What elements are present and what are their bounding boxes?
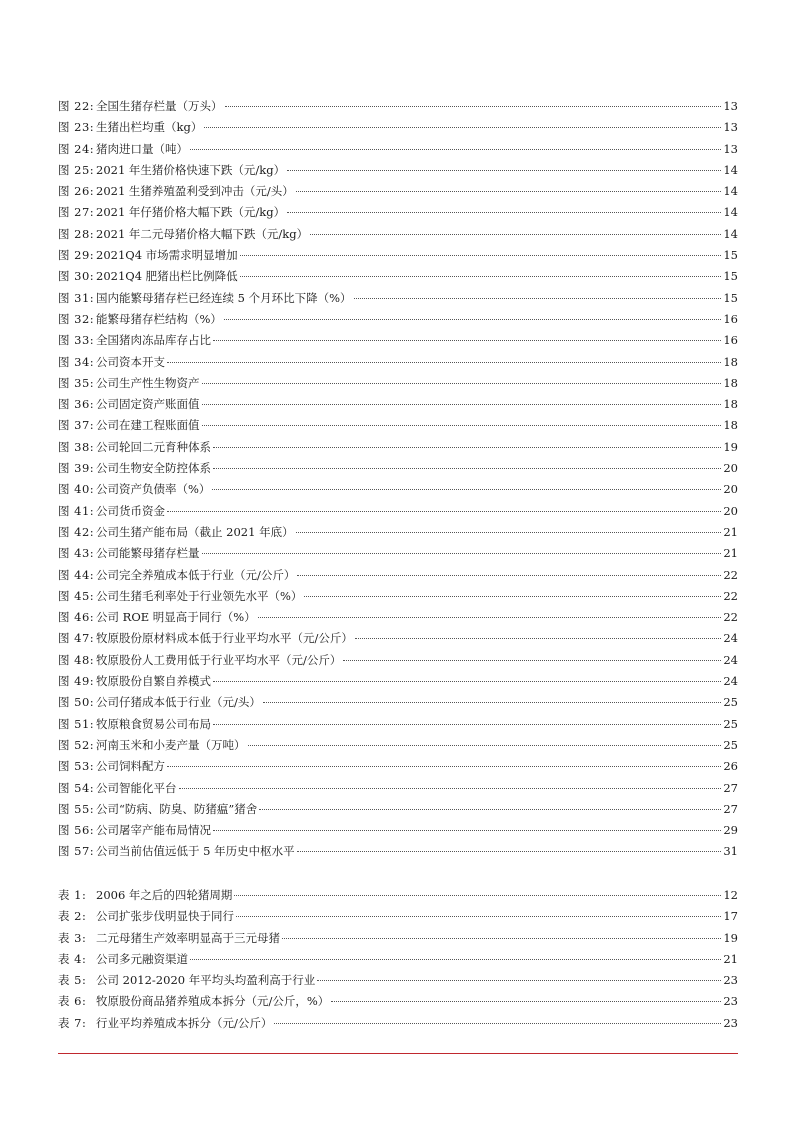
entry-title: 公司生猪毛利率处于行业领先水平（%） (96, 588, 303, 603)
dot-leader (296, 532, 722, 533)
figure-entry[interactable] (58, 543, 738, 564)
entry-page-number: 27 (723, 780, 738, 795)
entry-label: 图 25: (58, 162, 95, 177)
dot-leader (213, 447, 721, 448)
entry-label: 图 56: (58, 823, 95, 838)
figure-entry[interactable] (58, 820, 738, 841)
entry-page-number: 31 (723, 844, 738, 859)
entry-label: 图 55: (58, 801, 95, 816)
entry-label: 图 33: (58, 333, 95, 348)
entry-title: 公司在建工程账面值 (96, 418, 200, 433)
dot-leader (310, 234, 721, 235)
entry-label: 图 44: (58, 567, 95, 582)
entry-label: 图 51: (58, 716, 95, 731)
entry-page-number: 27 (723, 801, 738, 816)
entry-title: 行业平均养殖成本拆分（元/公斤） (96, 1015, 273, 1030)
dot-leader (304, 596, 721, 597)
figure-entry[interactable] (58, 778, 738, 799)
dot-leader (258, 617, 722, 618)
entry-title: 公司当前估值远低于 5 年历史中枢水平 (96, 844, 295, 859)
figure-entry[interactable] (58, 437, 738, 458)
entry-label: 图 29: (58, 248, 95, 263)
figure-entry[interactable] (58, 394, 738, 415)
entry-title: 公司生物安全防控体系 (96, 461, 211, 476)
entry-title: 牧原股份自繁自养模式 (96, 674, 211, 689)
figure-entry[interactable] (58, 96, 738, 117)
entry-page-number: 18 (723, 397, 738, 412)
entry-page-number: 22 (723, 610, 738, 625)
figure-entry[interactable] (58, 330, 738, 351)
figure-entry[interactable] (58, 799, 738, 820)
entry-page-number: 14 (723, 226, 738, 241)
entry-page-number: 16 (723, 311, 738, 326)
entry-page-number: 21 (723, 546, 738, 561)
entry-title: 2021 年二元母猪价格大幅下跌（元/kg） (96, 226, 309, 241)
figure-entry[interactable] (58, 714, 738, 735)
entry-title: 公司 ROE 明显高于同行（%） (96, 610, 256, 625)
entry-page-number: 15 (723, 290, 738, 305)
figure-entry[interactable] (58, 735, 738, 756)
entry-label: 图 24: (58, 141, 95, 156)
entry-title: 公司屠宰产能布局情况 (96, 823, 211, 838)
dot-leader (224, 319, 721, 320)
entry-title: 公司资本开支 (96, 354, 165, 369)
entry-title: 国内能繁母猪存栏已经连续 5 个月环比下降（%） (96, 290, 352, 305)
entry-page-number: 23 (723, 1015, 738, 1030)
figure-entry[interactable] (58, 160, 738, 181)
figure-entry[interactable] (58, 692, 738, 713)
entry-label: 图 40: (58, 482, 95, 497)
entry-title: 全国猪肉冻品库存占比 (96, 333, 211, 348)
figure-entry[interactable] (58, 202, 738, 223)
entry-label: 表 7: (58, 1015, 87, 1030)
entry-page-number: 13 (723, 141, 738, 156)
entry-page-number: 25 (723, 737, 738, 752)
entry-title: 牧原股份原材料成本低于行业平均水平（元/公斤） (96, 631, 353, 646)
dot-leader (297, 575, 721, 576)
entry-label: 图 54: (58, 780, 95, 795)
entry-page-number: 18 (723, 375, 738, 390)
entry-page-number: 19 (723, 930, 738, 945)
dot-leader (296, 191, 722, 192)
entry-title: 河南玉米和小麦产量（万吨） (96, 737, 246, 752)
figure-entry[interactable] (58, 309, 738, 330)
dot-leader (263, 702, 721, 703)
entry-page-number: 13 (723, 120, 738, 135)
entry-title: 公司多元融资渠道 (96, 951, 188, 966)
entry-title: 2021Q4 肥猪出栏比例降低 (96, 269, 238, 284)
dot-leader (190, 149, 721, 150)
figure-entry[interactable] (58, 628, 738, 649)
entry-title: 公司生产性生物资产 (96, 375, 200, 390)
entry-label: 图 23: (58, 120, 95, 135)
entry-title: 牧原股份商品猪养殖成本拆分（元/公斤，%） (96, 994, 330, 1009)
entry-title: 2006 年之后的四轮猪周期 (96, 888, 233, 902)
entry-page-number: 16 (723, 333, 738, 348)
figure-entry[interactable] (58, 352, 738, 373)
dot-leader (355, 638, 721, 639)
entry-page-number: 22 (723, 567, 738, 582)
entry-label: 图 48: (58, 652, 95, 667)
entry-label: 图 47: (58, 631, 95, 646)
dot-leader (236, 916, 721, 917)
figure-entry[interactable] (58, 266, 738, 287)
entry-page-number: 24 (723, 674, 738, 689)
figure-entry[interactable] (58, 607, 738, 628)
figure-entry[interactable] (58, 288, 738, 309)
entry-page-number: 26 (723, 759, 738, 774)
entry-title: 牧原粮食贸易公司布局 (96, 716, 211, 731)
entry-label: 图 31: (58, 290, 95, 305)
entry-title: 公司生猪产能布局（截止 2021 年底） (96, 524, 294, 539)
dot-leader (167, 362, 721, 363)
entry-label: 图 36: (58, 397, 95, 412)
entry-title: 公司智能化平台 (96, 780, 177, 795)
entry-label: 图 39: (58, 461, 95, 476)
entry-page-number: 24 (723, 631, 738, 646)
entry-page-number: 15 (723, 269, 738, 284)
dot-leader (213, 468, 721, 469)
entry-title: 公司资产负债率（%） (96, 482, 211, 497)
entry-label: 图 32: (58, 311, 95, 326)
dot-leader (179, 788, 722, 789)
entry-title: 2021 年生猪价格快速下跌（元/kg） (96, 162, 286, 177)
entry-page-number: 19 (723, 439, 738, 454)
dot-leader (167, 511, 721, 512)
dot-leader (240, 276, 722, 277)
entry-label: 图 42: (58, 524, 95, 539)
dot-leader (190, 959, 721, 960)
dot-leader (331, 1001, 721, 1002)
entry-label: 图 50: (58, 695, 95, 710)
dot-leader (287, 170, 721, 171)
entry-label: 图 53: (58, 759, 95, 774)
entry-title: 公司货币资金 (96, 503, 165, 518)
dot-leader (202, 553, 722, 554)
entry-label: 图 35: (58, 375, 95, 390)
entry-title: 猪肉进口量（吨） (96, 141, 188, 156)
entry-label: 图 22: (58, 99, 95, 113)
figure-entry[interactable] (58, 586, 738, 607)
table-entry[interactable] (58, 949, 738, 970)
figure-entry[interactable] (58, 458, 738, 479)
entry-label: 图 49: (58, 674, 95, 689)
entry-page-number: 21 (723, 951, 738, 966)
figure-entry[interactable] (58, 415, 738, 436)
dot-leader (248, 745, 722, 746)
entry-label: 表 2: (58, 909, 87, 924)
entry-page-number: 23 (723, 994, 738, 1009)
table-entry[interactable] (58, 906, 738, 927)
entry-label: 图 43: (58, 546, 95, 561)
entry-page-number: 14 (723, 205, 738, 220)
entry-title: 公司“防病、防臭、防猪瘟”猪舍 (96, 801, 258, 816)
entry-title: 公司饲料配方 (96, 759, 165, 774)
figure-entry[interactable] (58, 501, 738, 522)
dot-leader (297, 851, 722, 852)
entry-label: 表 6: (58, 994, 87, 1009)
table-entry[interactable] (58, 885, 738, 906)
dot-leader (204, 127, 721, 128)
figure-entry[interactable] (58, 373, 738, 394)
figure-entry[interactable] (58, 117, 738, 138)
entry-title: 生猪出栏均重（kg） (96, 120, 203, 135)
entry-title: 2021 年仔猪价格大幅下跌（元/kg） (96, 205, 286, 220)
entry-page-number: 23 (723, 973, 738, 988)
entry-page-number: 15 (723, 248, 738, 263)
table-entry[interactable] (58, 970, 738, 991)
dot-leader (354, 298, 722, 299)
entry-label: 表 1: (58, 888, 87, 902)
entry-label: 图 34: (58, 354, 95, 369)
figure-entry[interactable] (58, 841, 738, 862)
footer-rule (58, 1053, 738, 1054)
dot-leader (202, 383, 722, 384)
table-entry[interactable] (58, 991, 738, 1012)
entry-page-number: 20 (723, 503, 738, 518)
entry-title: 牧原股份人工费用低于行业平均水平（元/公斤） (96, 652, 342, 667)
entry-title: 2021 生猪养殖盈利受到冲击（元/头） (96, 184, 294, 199)
dot-leader (167, 766, 721, 767)
entry-label: 图 52: (58, 737, 95, 752)
entry-page-number: 21 (723, 524, 738, 539)
entry-label: 图 30: (58, 269, 95, 284)
entry-label: 图 26: (58, 184, 95, 199)
entry-label: 图 57: (58, 844, 95, 859)
entry-page-number: 17 (723, 909, 738, 924)
entry-title: 公司完全养殖成本低于行业（元/公斤） (96, 567, 296, 582)
entry-page-number: 18 (723, 354, 738, 369)
dot-leader (287, 212, 721, 213)
entry-label: 图 38: (58, 439, 95, 454)
entry-label: 表 4: (58, 951, 87, 966)
dot-leader (274, 1023, 721, 1024)
entry-title: 全国生猪存栏量（万头） (96, 99, 223, 113)
entry-label: 表 5: (58, 973, 87, 988)
entry-title: 公司扩张步伐明显快于同行 (96, 909, 234, 924)
entry-title: 公司能繁母猪存栏量 (96, 546, 200, 561)
dot-leader (213, 681, 721, 682)
dot-leader (259, 809, 721, 810)
entry-page-number: 20 (723, 461, 738, 476)
dot-leader (225, 106, 722, 107)
entry-label: 图 27: (58, 205, 95, 220)
entry-label: 图 37: (58, 418, 95, 433)
entry-title: 公司 2012-2020 年平均头均盈利高于行业 (96, 973, 316, 988)
entry-title: 能繁母猪存栏结构（%） (96, 311, 222, 326)
dot-leader (317, 980, 721, 981)
entry-page-number: 22 (723, 588, 738, 603)
entry-page-number: 12 (723, 888, 738, 902)
entry-label: 图 45: (58, 588, 95, 603)
entry-page-number: 25 (723, 716, 738, 731)
entry-label: 图 28: (58, 226, 95, 241)
entry-label: 图 46: (58, 610, 95, 625)
entry-page-number: 14 (723, 184, 738, 199)
entry-page-number: 18 (723, 418, 738, 433)
figure-entry[interactable] (58, 479, 738, 500)
figure-entry[interactable] (58, 650, 738, 671)
dot-leader (213, 830, 721, 831)
dot-leader (213, 724, 721, 725)
entry-title: 二元母猪生产效率明显高于三元母猪 (96, 930, 280, 945)
entry-page-number: 29 (723, 823, 738, 838)
figure-entry[interactable] (58, 181, 738, 202)
dot-leader (202, 404, 722, 405)
dot-leader (202, 425, 722, 426)
figure-entry[interactable] (58, 224, 738, 245)
entry-page-number: 25 (723, 695, 738, 710)
entry-page-number: 24 (723, 652, 738, 667)
entry-title: 2021Q4 市场需求明显增加 (96, 248, 238, 263)
entry-page-number: 14 (723, 162, 738, 177)
entry-title: 公司仔猪成本低于行业（元/头） (96, 695, 261, 710)
dot-leader (240, 255, 722, 256)
entry-title: 公司轮回二元育种体系 (96, 439, 211, 454)
figure-entry[interactable] (58, 522, 738, 543)
table-list (58, 885, 738, 1034)
entry-label: 图 41: (58, 503, 95, 518)
figure-entry[interactable] (58, 756, 738, 777)
entry-page-number: 13 (723, 99, 738, 113)
dot-leader (343, 660, 721, 661)
table-entry[interactable] (58, 1013, 738, 1034)
entry-page-number: 20 (723, 482, 738, 497)
dot-leader (212, 489, 721, 490)
figure-list (58, 96, 738, 863)
dot-leader (213, 340, 721, 341)
figure-entry[interactable] (58, 245, 738, 266)
dot-leader (234, 895, 721, 896)
entry-label: 表 3: (58, 930, 87, 945)
figure-entry[interactable] (58, 671, 738, 692)
figure-entry[interactable] (58, 565, 738, 586)
entry-title: 公司固定资产账面值 (96, 397, 200, 412)
table-entry[interactable] (58, 928, 738, 949)
dot-leader (282, 938, 721, 939)
figure-entry[interactable] (58, 139, 738, 160)
